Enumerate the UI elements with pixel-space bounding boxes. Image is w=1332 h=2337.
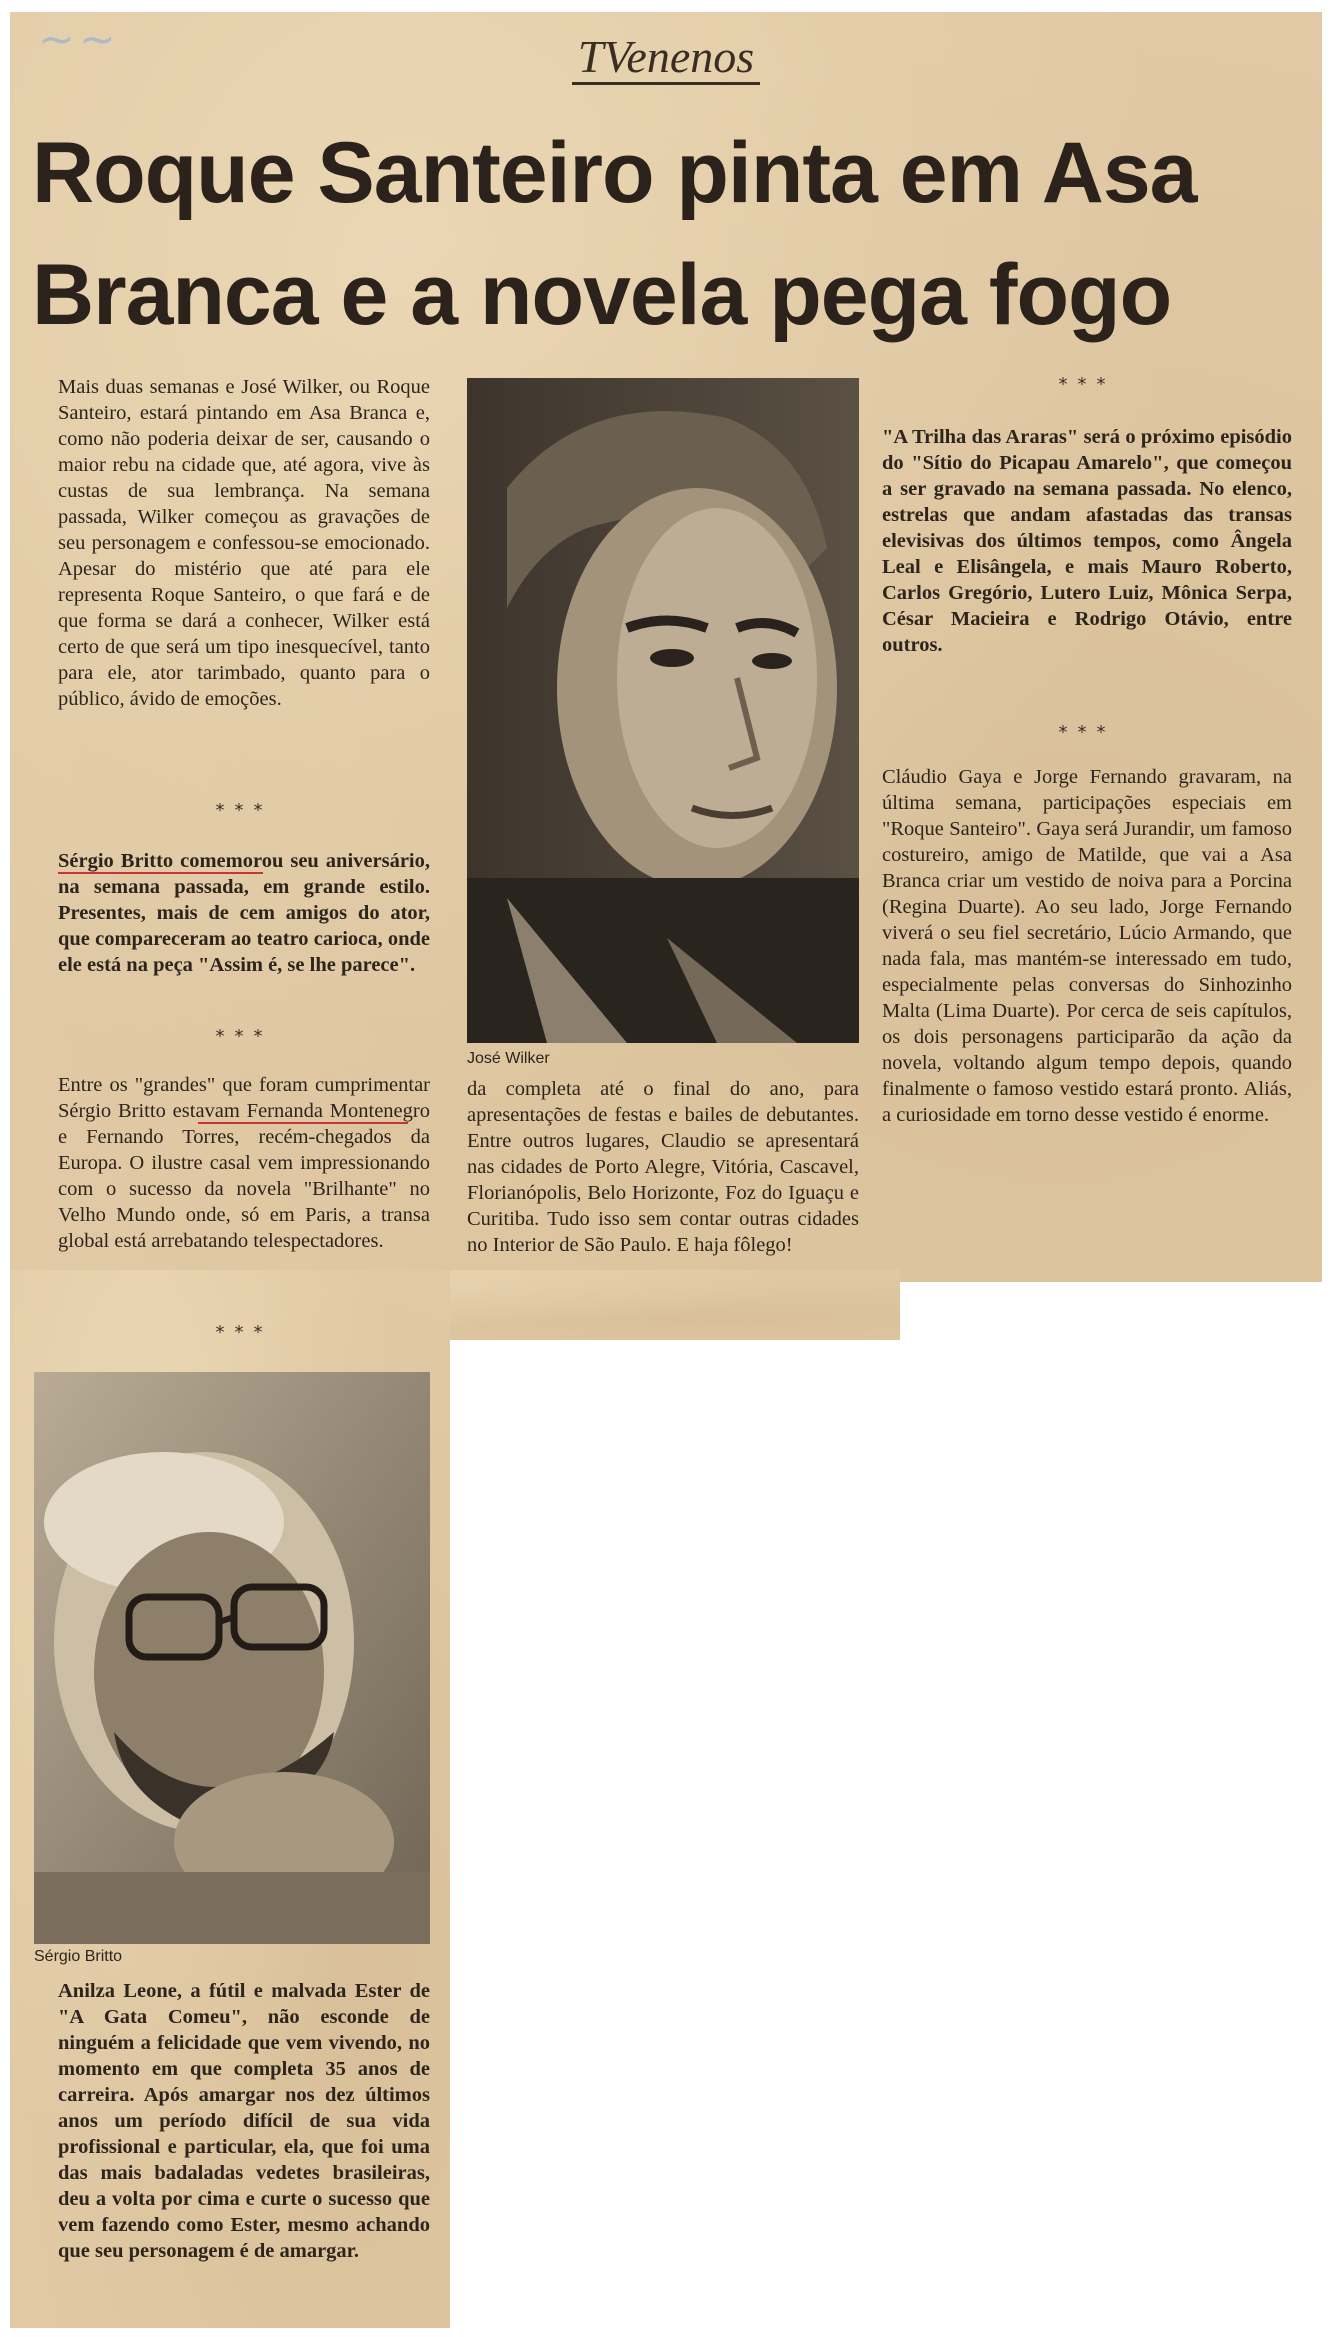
separator-stars-4: *** (1058, 374, 1116, 395)
headline: Roque Santeiro pinta em Asa Branca e a novela pega fogo (32, 125, 1197, 343)
separator-stars-2: *** (215, 1026, 273, 1047)
caption-sergio-britto: Sérgio Britto (34, 1948, 123, 1965)
separator-stars-3: *** (215, 1322, 273, 1343)
portrait-jose-wilker (467, 378, 859, 1043)
caption-jose-wilker: José Wilker (467, 1050, 550, 1067)
ink-underline (58, 872, 263, 874)
col2-paragraph-1: da completa até o final do ano, para apresentações de festas e bailes de debutantes. Entre outros lugares, Claudio se apresentará nas cidades de Porto Alegre, Vitória, Cascavel, Florianópolis, Belo Horizonte, Foz do Iguaçu e Curitiba. Tudo isso sem contar outras cidades no Interior de São Paulo. E haja fôlego! (467, 1078, 859, 1256)
ink-underline-2 (198, 1122, 408, 1124)
photo-sergio-britto (34, 1372, 430, 1944)
col3-paragraph-1: "A Trilha das Araras" será o próximo episódio do "Sítio do Picapau Amarelo", que começou a ser gravado na semana passada. No elenco, estrelas que andam afastadas das transas elevisivas dos últimos tempos, como Ângela Leal e Elisângela, e mais Mauro Roberto, Carlos Gregório, Lutero Luiz, Mônica Serpa, César Macieira e Rodrigo Otávio, entre outros. (882, 426, 1292, 656)
col3-paragraph-2: Cláudio Gaya e Jorge Fernando gravaram, na última semana, participações especiais em "Roque Santeiro". Gaya será Jurandir, um famoso costureiro, amigo de Matilde, que vai a Asa Branca criar um vestido de noiva para a Porcina (Regina Duarte). Ao seu lado, Jorge Fernando viverá o seu fiel secretário, Lúcio Armando, que nada fala, mas mantém-se interessado em tudo, especialmente pelas conversas do Sinhozinho Malta (Lima Duarte). Por cerca de seis capítulos, os dois personagens participarão da ação da novela, voltando algum tempo depois, quando finalmente o famoso vestido estará pronto. Aliás, a curiosidade em torno desse vestido é enorme. (882, 766, 1292, 1126)
handwritten-mark: ~~ (38, 14, 120, 65)
section-tag-text: TVenenos (572, 31, 760, 85)
photo-jose-wilker (467, 378, 859, 1043)
separator-stars-1: *** (215, 800, 273, 821)
separator-stars-5: *** (1058, 722, 1116, 743)
col1-paragraph-3: Entre os "grandes" que foram cumprimentar Sérgio Britto estavam Fernanda Montenegro e Fernando Torres, recém-chegados da Europa. O ilustre casal vem impressionando com o sucesso da novela "Brilhante" no Velho Mundo onde, só em Paris, a transa global está arrebatando telespectadores. (58, 1074, 430, 1252)
col1-paragraph-4: Anilza Leone, a fútil e malvada Ester de "A Gata Comeu", não esconde de ninguém a felicidade que vem vivendo, no momento em que completa 35 anos de carreira. Após amargar nos dez últimos anos um período difícil de sua vida profissional e particular, ela, que foi uma das mais badaladas vedetes brasileiras, deu a volta por cima e curte o sucesso que vem fazendo como Ester, mesmo achando que seu personagem é de amargar. (58, 1980, 430, 2262)
col1-paragraph-2: Sérgio Britto comemorou seu aniversário, na semana passada, em grande estilo. Presentes, mais de cem amigos do ator, que compareceram ao teatro carioca, onde ele está na peça "Assim é, se lhe parece". (58, 850, 430, 976)
section-tag (0, 30, 1332, 83)
col1-paragraph-1: Mais duas semanas e José Wilker, ou Roque Santeiro, estará pintando em Asa Branca e, como não poderia deixar de ser, causando o maior rebu na cidade que, até agora, vive às custas de sua lembrança. Na semana passada, Wilker começou as gravações de seu personagem e confessou-se emocionado. Apesar do mistério que até para ele representa Roque Santeiro, o que fará e de que forma se dará a conhecer, Wilker está certo de que será um tipo inesquecível, tanto para ele, ator tarimbado, quanto para o público, ávido de emoções. (58, 376, 430, 710)
portrait-sergio-britto (34, 1372, 430, 1944)
